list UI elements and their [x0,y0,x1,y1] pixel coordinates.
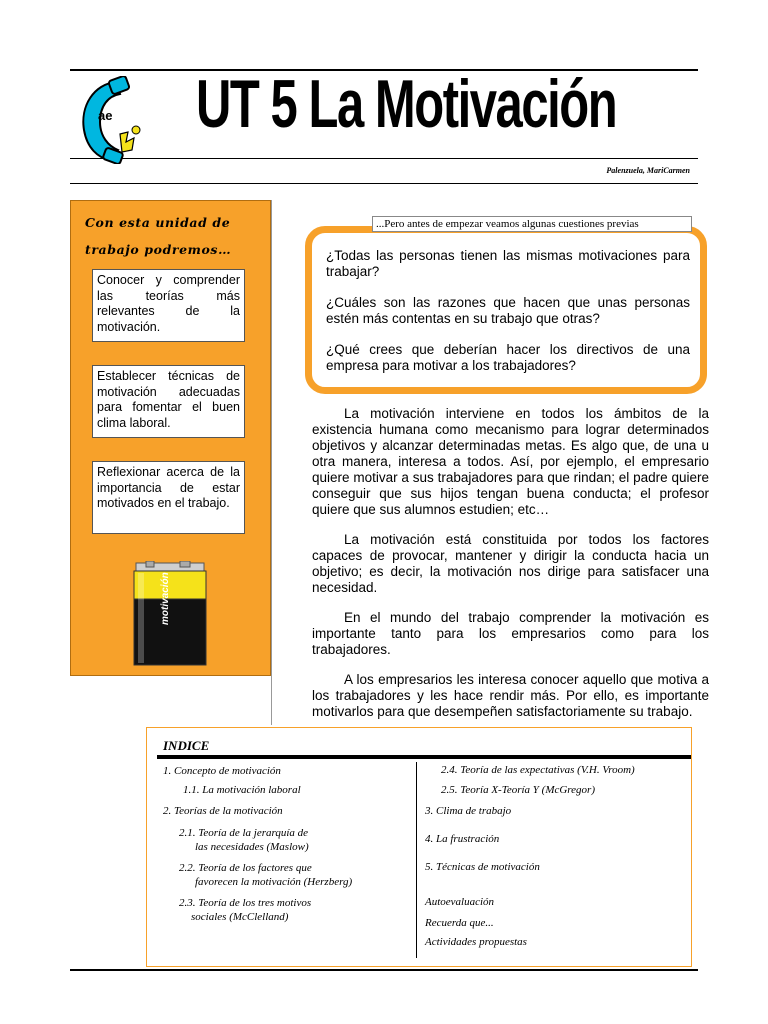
header-rule [70,158,698,159]
question-1: ¿Todas las personas tienen las mismas motivaciones para trabajar? [326,248,690,279]
questions-label: ...Pero antes de empezar veamos algunas cuestiones previas [372,216,692,232]
index-item[interactable]: 2. Teorías de la motivación [163,805,283,817]
paragraph-1: La motivación interviene en todos los ámbitos de la existencia humana como mecanismo para lograr determinados objetivos y alcanzar determinadas metas. Es algo que, de una u otra manera, interesa a todos. Así, por ejemplo, el empresario quiere motivar a sus trabajadores para que rindan; el padre quiere conseguir que sus hijos tengan buena conducta; el profesor quiere que sus alumnos estudien; etc… [312,406,709,517]
index-item[interactable]: las necesidades (Maslow) [195,841,309,853]
column-divider [271,200,272,725]
author: Palenzuela, MariCarmen [606,166,690,175]
paragraph-4: A los empresarios les interesa conocer aquello que motiva a los trabajadores y les hace rendir más. Por ello, es importante motivarlos para que desempeñen satisfactoriamente su trabajo. [312,672,709,719]
index-item[interactable]: 2.2. Teoría de los factores que [179,862,312,874]
paragraph-3: En el mundo del trabajo comprender la motivación es importante tanto para los empresarios como para los trabajadores. [312,610,709,657]
index-item[interactable]: 2.3. Teoría de los tres motivos [179,897,312,909]
question-3: ¿Qué crees que deberían hacer los directivos de una empresa para motivar a los trabajadores? [326,342,690,373]
index-item[interactable]: 3. Clima de trabajo [425,805,512,817]
index-bar [157,755,691,759]
logo-text: ae [98,108,113,123]
index-item[interactable]: 1.1. La motivación laboral [183,784,301,796]
index-box [146,727,692,967]
body-text [312,406,709,734]
bottom-rule [70,969,698,971]
header-rule-2 [70,183,698,184]
index-item[interactable]: 2.1. Teoría de la jerarquía de [179,827,309,839]
index-item[interactable]: 5. Técnicas de motivación [425,861,540,873]
objective-1: Conocer y comprender las teorías más relevantes de la motivación. [92,269,245,342]
index-item[interactable]: favorecen la motivación (Herzberg) [195,876,353,888]
index-separator [416,762,417,958]
index-item[interactable]: Recuerda que... [425,917,494,929]
page-title: UT 5 La Motivación [196,66,617,142]
index-item[interactable]: Actividades propuestas [425,936,527,948]
paragraph-2: La motivación está constituida por todos los factores capaces de provocar, mantener y dirigir la conducta hacia un objetivo; es decir, la motivación nos dirige para satisfacer una necesidad. [312,532,709,595]
objective-2: Establecer técnicas de motivación adecuadas para fomentar el buen clima laboral. [92,365,245,438]
index-title: INDICE [163,738,210,753]
index-item[interactable]: Autoevaluación [425,896,495,908]
index-item[interactable]: 4. La frustración [425,833,500,845]
phone-logo-icon [76,76,160,164]
index-item[interactable]: 1. Concepto de motivación [163,765,281,777]
battery-label: motivación [160,572,171,625]
questions-box [305,226,707,394]
question-2: ¿Cuáles son las razones que hacen que unas personas estén más contentas en su trabajo que otras? [326,295,690,326]
index-item[interactable]: 2.4. Teoría de las expectativas (V.H. Vroom) [441,764,635,776]
sidebar-heading: Con esta unidad de trabajo podremos… [85,215,232,257]
objective-3: Reflexionar acerca de la importancia de estar motivados en el trabajo. [92,461,245,534]
index-item[interactable]: 2.5. Teoría X-Teoría Y (McGregor) [441,784,596,796]
index-item[interactable]: sociales (McClelland) [191,911,289,923]
